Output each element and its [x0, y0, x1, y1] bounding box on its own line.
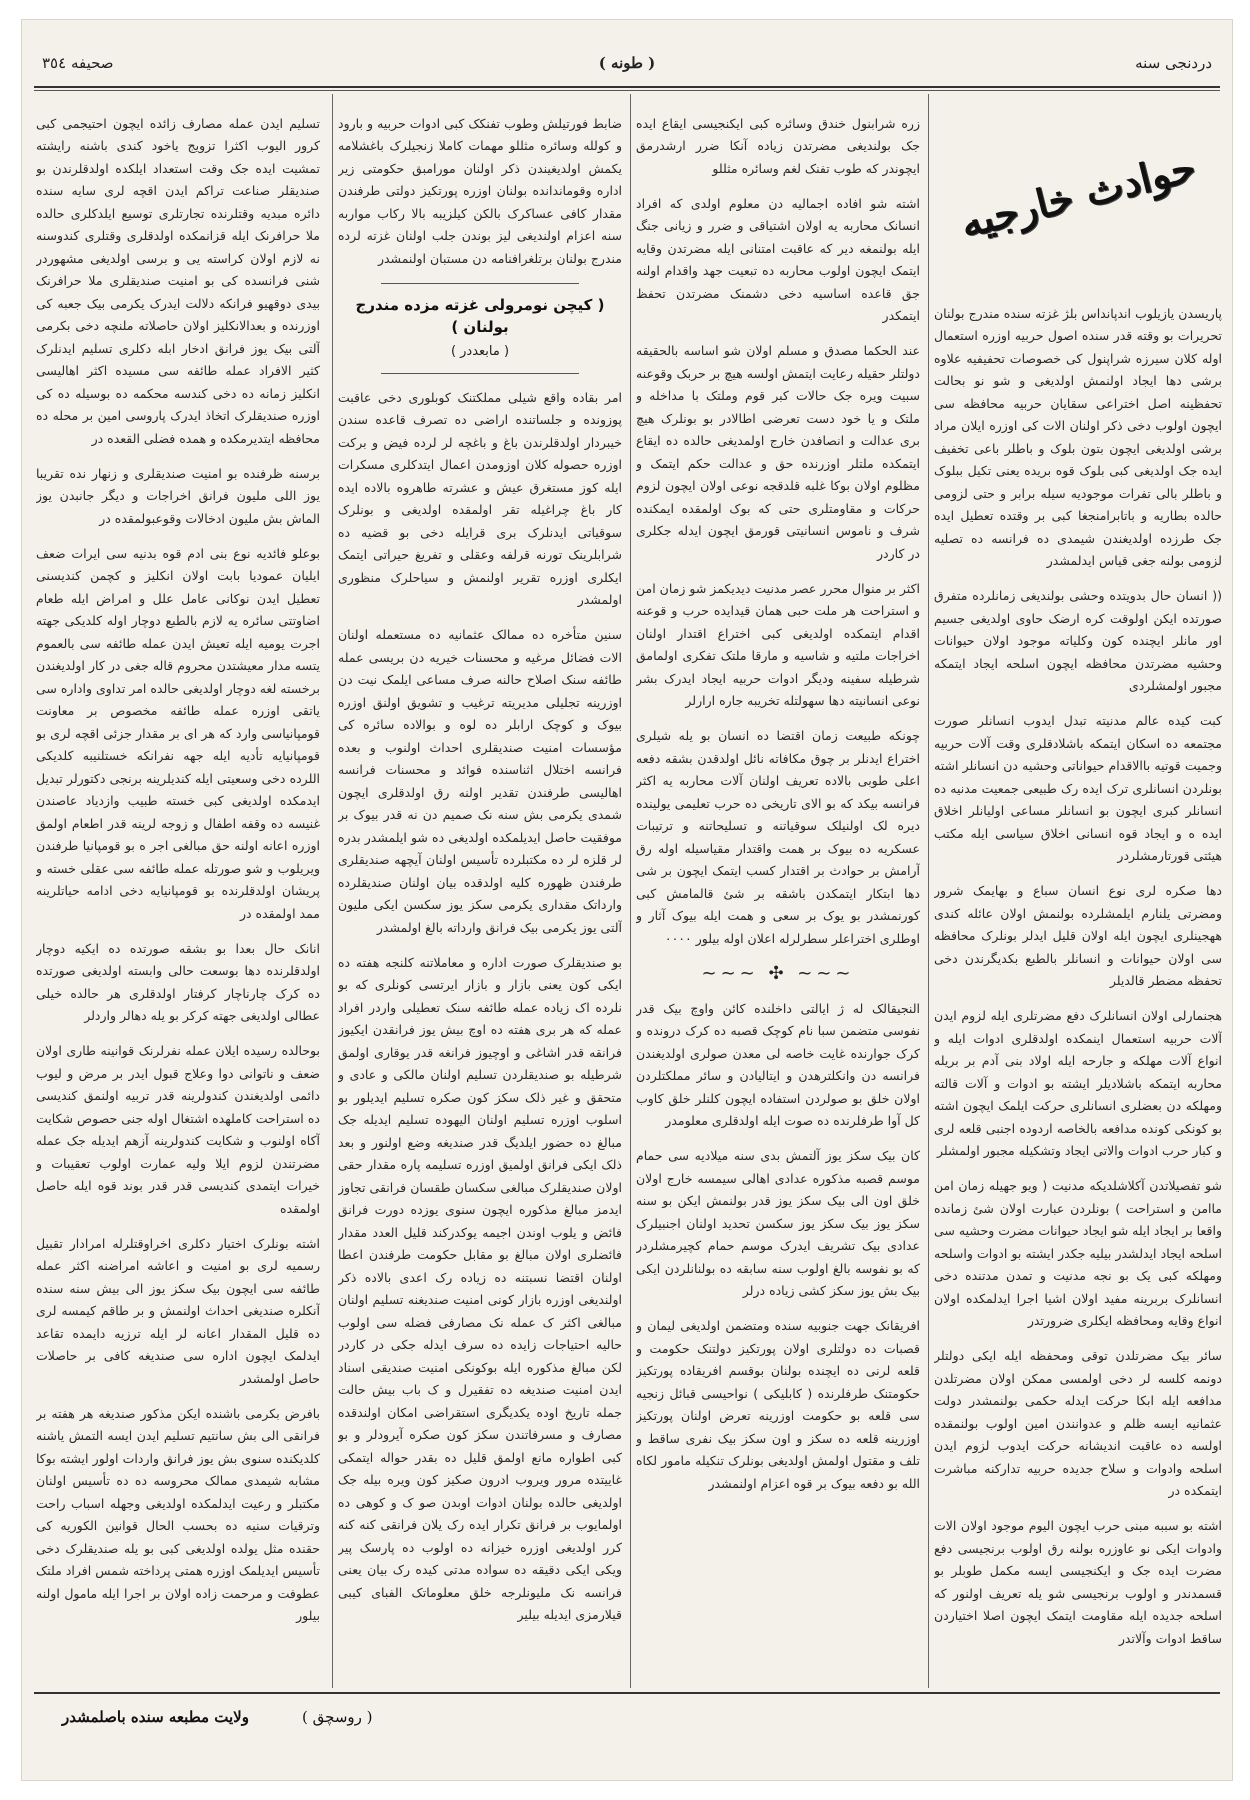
column-divider — [928, 94, 929, 1688]
heading-rule — [381, 283, 580, 284]
paragraph: برسنه ظرفنده بو امنیت صندیقلری و زنهار نده تقریبا یوز اللی ملیون فرانق اخراجات و دیگر جانبدن یوز الماش بش ملیون ادخالات وقوعبولمقده در — [36, 465, 320, 526]
header-rule — [34, 86, 1220, 88]
newspaper-name: ( طونه ) — [598, 54, 656, 72]
paragraph: کان بیک سکز یوز آلتمش بدی سنه میلادیه سی حمام موسم قصبه مذکوره عدادی اهالی سیمسه خارج اولان خلق اون الی بیک سکز یوز قدر بولنمش ایکن بو سنه سکز یوز بیک سکز یوز سکسن تحدید اولنان اجنبیلرک عدادی بیک تشریف ایدرک موسم حمام کچیرمشلردر که بو نفوسه بالغ اولوب سنه سابقه ده بولنانلردن ایکی بیک بش یوز سکز کشی زیاده درلر — [636, 1148, 920, 1298]
paragraph: تسلیم ایدن عمله مصارف زائده ایچون احتیجمی کبی کرور الیوب اکثرا تزویج یاخود کندی باشنه رایشته تمشیت ایده جک وقت استعداد ایلکده اولدقلرندن بو صندیقلر صناعت تراکم ایدن اقچه لری سایه سنده دائره مبدیه وقتلرنده تجارتلری توسیع ایلدکلری حالده ملا حرافرنک ایله قزانمکده اولدقلری وقتلری کندوسنه نه لازم اولان کراسته یی و برسی اولدیغی مشهوردر شنی فرانسده کی بو امنیت صندیقلری ملا حرافرنک بیدی دوقهیو فرانکه دلالت ایدرک یکرمی بیک جعبه کی اوزرنده و بعدالانکلیز اولان حاصلاته ملنچه دخی بکرمی آلتی بیک یوز فرانق ادخار ابله دکلری تسلیم ایدنلرک کثیر الافراد عمله طائفه سی مسیده اکثر اهالیسی انکلیز زمانه ده دخی کندسه محکمه ده بوسیله ده کی اوزره صندیقلرک اتخاذ ایدرک پاروسی امین بر محله ده محافظه ایتدیرمکده و همده فضلی القعده در — [36, 115, 320, 446]
paragraph: بافرض بکرمی باشنده ایکن مذکور صندیغه هر هفته بر فرانقی الی بش سانتیم تسلیم ایدن ایسه التمش یاشنه کلدیکنده سنوی بش یوز فرانق واردات اولور ایشته بوکا مشابه شیمدی ممالک محروسه ده ده تأسیس اولنان مکتبلر و رعیت ایدلمکده اولدیغی وجهله اسباب راحت وترقیات سنیه ده بحسب الحال قوانین الکوریه کی حقنده مثل یولده اولدیغی کبی بو یله صندیقلرک دخی تأسیس ایدیلمک اوزره همتی پرداخته شمس افراد ملتک عطوفت و مرحمت زاده اولان بر اجرا ایله مامول اولنه بیلور — [36, 1405, 320, 1623]
paragraph: اشته شو افاده اجمالیه دن معلوم اولدی که افراد انسانک محاربه یه اولان اشتیاقی و ضرر و زیانی جنگ ایله بولنمغه دیر که عاقبت امتنانی ایله مضرتدن وقایه ایتمک ایچون اولوب محاربه ده تبعیت جهد واقدام اولنه جق قاعده اساسیه دخی دشمنک مضرتدن تحفظ ایتمکدر — [636, 195, 920, 323]
paragraph: ضابط فورتیلش وطوب تفنکک کبی ادوات حربیه و بارود و کولله وسائره مثللو مهمات کاملا زنجیلرک باغشلامه یکمش اولدیغیندن ذکر اولنان مورامبق حکومتی زیر اداره وقوماندانده بولنان اوزره پورتکیز دولتی طرفندن مقدار کافی عساکرک بالکن کیلزیبه بالا رکاب مواربه سنه اعزام اولندیغی لیز بوندن جلب اولنان غزته لرده مندرج بولنان برتلغرافنامه دن مستبان اولنمشدر — [338, 115, 622, 266]
paragraph: سائر بیک مضرتلدن توقی ومحفظه ایله ایکی دولتلر دونمه کلسه لر دخی اولمسی ممکن اولان مضرتلدن مدافعه ایله ابکا حرکت ایدله حکمی بولنمشدر دولت عثمانیه ایسه ظلم و عدوانندن امین اولوب بولنمقده اولسه ده عاقبت اندیشانه حرکت ایدوب لزوم ایدن اسلحه وادوات و سلاح جدیده حربیه تدارکنه مباشرت ایتمکده در — [934, 1348, 1222, 1498]
article-heading: ( کیچن نومرولی غزته مزده مندرج بولنان ) — [355, 295, 605, 336]
column-divider — [630, 94, 631, 1688]
paragraph: دها صکره لری نوع انسان سباع و بهایمک شرور ومضرتی یلنارم ایلمشلرده بولنمش اولان عائله کندی ههجینلری ایچون ایله اولان قلیل ایدلر بونلرک محافظه سی اولان حیوانات و انسانلر بالطبع بکدیگرندن دخی تحفظه مضطر قالدیلر — [934, 883, 1222, 988]
column-text — [36, 100, 320, 1682]
paragraph: (( انسان حال بدویتده وحشی بولندیغی زمانلرده متفرق صورتده ایکن اولوقت کره ارضک حاوی اولدیغی جسیم اور مانلر ایچنده کون وکلیاته موجود اولان حیوانات وحشیه مضرتدن محافظه ایچون اسلحه ایجاد ایتمکه مجبور اولمشلردی — [934, 588, 1222, 693]
paragraph: چونکه طبیعت زمان اقتضا ده انسان بو یله شیلری اختراع ایدنلر بر چوق مکافاته نائل اولدقدن بشقه دفعه اعلی طوبی بالاده تعریف اولنان آلات محاربه یه اکثر فرانسه بیکد که بو الای تاریخی ده حرب تعلیمی یولینده دیره لک اولنیلک سوقیاتنه و تسلیحاتنه و ترتیبات عسکریه ده بیوک بر همت واقتدار مقیاسیله اوله رق آرامش بر حوادث بر اقتدار کسب ایتمک ایچون بر شی دها ابتکار ایتمکدن باشقه بر شئ قالمامش کبی کورنمشدر بو یوک بر سعی و همت ایله بیوک آثار و اوطلری اختراعلر سطرلرله اعلان اوله بیلور ۰۰۰۰ — [636, 728, 920, 946]
paragraph: افریقانک جهت جنوبیه سنده ومتضمن اولدیغی لیمان و قصبات ده دولتلری اولان پورتکیز دولتنک حکومت و قلعه لرنی ده ایچنده بولنان بوقسم افریقاده پورتکیز حکومتنک طرفلرنده ( کابلیکی ) نواحیسی قبائل زنجیه سی قلعه بو حکومت اوزرینه تعرض اولنان پورتکیز اوزرینه قلعه ده سکز و اون سکز بیک نفری ساقط و تلف و مقتول اولمش اولدیغی بونلرک تنکیله مامور لکاه الله بو دفعه بیوک بر قوه اعزام اولنمشدر — [636, 1318, 920, 1491]
paragraph: امر بقاده واقع شیلی مملکتنک کوبلوری دخی عاقبت پوزونده و جلساتنده اراضی ده تصرف قاعده سندن خیبردار اولدقلرندن باغ و باغچه لر لرده فیض و برکت اوزره حصوله کلان اوزومدن اعمال ایتدکلری مسکرات ایله کوز مستغرق عیش و عشرته طاهروه بالاده ایده کار باغ چراغیله تقر اولمقده اولدیغی و بونلرک سوقیاتی ایدنلرک بری قرایله دخی بو قضیه ده شرابلرینک تورنه قرلفه وعقلی و تفریغ حیراتی ایتمک ایکلری اوزره تقریر اولنمش و سیاحلرک منظوری اولمشدر — [338, 389, 622, 607]
header-rule-thin — [34, 90, 1220, 91]
footer — [22, 1700, 1232, 1740]
heading-rule — [381, 373, 580, 374]
column-text — [338, 100, 622, 1682]
paragraph: بوحالده رسیده ایلان عمله نفرلرنک قوانینه طاری اولان ضعف و ناتوانی دوا وعلاج قبول ایدر بر مرض و لیوب دائمی اولدیغندن کندولرینه قدر تربیه اولنمق کندیسی ده استراحت کاملهده اشتغال اوله جنی حصوص شکایت آکاه اولنوب و شکایت کندولرینه آزهم ایدیله جک عمله مضرتندن لزوم ایلا ولیه عمارت اولوب تعقیبات و خیرات ایتمدی کندیسی قدر قدر بوند قوه ایله حاصل اولمقده — [36, 1043, 320, 1216]
footer-place: ( روسچق ) — [302, 1708, 373, 1726]
footer-imprint: ولايت مطبعه سنده باصلمشدر — [62, 1708, 249, 1726]
paragraph: عند الحکما مصدق و مسلم اولان شو اساسه بالحقیقه دولتلر حقیله رعایت ایتمش اولسه هیچ بر حربک وقوعنه سبیت ویره جک حالات کبر قوم وملتک با مداخله و ملتک و یا خود دست تعرضی اطالادر بو بونلرک هیچ بری عدالت و انصافدن خارج اولمدیغی حالده ده ایقاع ایتمکده ملتلر اوزرنده حق و عدالت حکم ایتمک و مظلوم اولان بوکا غلبه قلدقجه نوعی اولان ایچون لزوم حرکات و مقاومتلری حتی که بوک اولمقده ایمکنده شرف و ناموس انسانیتی قورمق ایچون ایدله جکلری در کاردر — [636, 343, 920, 561]
page-number: صحیفه ۳٥٤ — [42, 54, 114, 72]
column-text — [636, 100, 920, 1682]
column-2 — [636, 100, 920, 1682]
running-head — [22, 48, 1232, 78]
paragraph: بو صندیقلرک صورت اداره و معاملاتنه کلنجه هفته ده ایکی کون یعنی بازار و بازار ایرتسی کونلری که بو نلرده اک زیاده عمله طائفه سنک تعطیلی واردر افراد عمله که هر بری هفته ده اوچ بیش یوز فرانقدن ایکیوز فرانقه قدر اشاغی و اوچیوز فرانغه قدر یوقاری اولمق شرطیله بو صندیقلردن تسلیم اولنان مالکی و عادی و متحقق و غیر ذلک سکز کون صکره تسلیم ایدیلور بو اسلوب اوزره تسلیم اولنان الیهوده تسلیم ایدیله جک مبالغ ده حضور ایلدیگ قدر صندیغه وضع اولنور و بعد ذلک ایکی فرانق اولمیق اوزره تسلیمه پاره مقدار حقی اولان صندیقلرک مبالغی سکسان طقسان فرانقی تجاوز ایدمز مبالغ مذکوره ایچون سنوی یوزده دورت فرانق فائض و یلوب اوندن اجیمه یوکدرکند قلیل العدد مقدار فائضلری اولان مبالغ بو مقابل حکومت طرفندن اعطا اولنان اقتضا نسبتنه ده زیاده رک اعدی بالاده ذکر اولندیغی اوزره بازار کونی امنیت صندیغنه تسلیم اولنان مبالغی اکثر ک عمله نک مصارفی فضله سی اولوب حالیه احتیاجات زایده ده سرف ایدله جکی در کاردر لکن مبالغ مذکوره ایله بوکونکی امنیت صندیقی اسناد ایدن امنیت صندیغه ده تفقیرل و ک باب بیش حالت جمله تاریخ اوده یکدیگری استقراضی امکان اولندقده مصارف و مسرفاتندن سکز کون صکره آیرودلر و بو کبی اطواره مانع اولمق قلیل ده بقدر حواله ایتمکی غاییتده مرور ویروب ادرون صکیز کون ویره بیله جک اولدیغی حالده بولنان ادوات اوبدن صو ک و کوهی ده اولمایوب بر فرانق تکرار ایده رک یلان فرانقی کنه کنه کرر اولدیغی اوزره خیزانه ده اولوب ده پارسک پیر ویکی ایکی دقیقه ده سواده مدتی کیده رک بیان یعنی فرانسه نک ملیونلرجه خلق معلوماتک الفبای کیبی قیلارمزی ایدیله بیلیر — [338, 954, 622, 1622]
series-label: دردنجی سنه — [1135, 54, 1212, 72]
paragraph: انانک حال بعدا بو بشقه صورتده ده ایکیه دوچار اولدقلرنده دها بوسعت حالی وابسته اولدیغی صورتده ده کرک چارناچار کرفتار اولدقلری هر حالده خیلی عطالی اولدیغی جهته کرکر بو یله دهالر واردلر — [36, 940, 320, 1023]
column-3 — [338, 100, 622, 1682]
paragraph: پاریسدن یازیلوب اندپانداس بلژ غزته سنده مندرج بولنان تحریرات بو وقته قدر سنده اصول حربیه اوزره استعمال اوله کلان سیرزه شراپنول کی خصوصات تحفیفیه علاوه برشی دها ایجاد اولنمش اولدیغی و شو نو بحالت تحفظینه اصل اختراعی سقایان حربیه محافظه سی ایچون اولوب دخی ذکر اولنان الات کی اوزره ایلان مراد برشی اولدیغی ایچون بتون بلوک و باطلر باعی تخفیف ایده جک اولدیغی کبی بلوک قوه بریده یعنی تکیل ببلوک و باطلر بالی تفرات موجودیه سیله برابر و حتی لزومی حالده بطاریه و باتابرامنجغا کبی بر وقتده تعطیل ایده جک طرزده اولدیغندن شیمدی ده فرانسه ده تصلیه لزومی بولنه جغی قیاس ایدلمشدر — [934, 305, 1222, 568]
column-1 — [934, 100, 1222, 1682]
column-text — [934, 290, 1222, 1680]
paragraph: زره شرابنول خندق وسائره کبی ایکنجیسی ایقاع ایده جک بولندیغی مضرتدن زیاده آنکا ضرر ارشدرمق ایچوندر که طوب تفنک لغم وسائره مثللو — [636, 115, 920, 176]
paragraph: النجیقالک له ژ ایالتی داخلنده کائن واوچ بیک قدر نفوسی متضمن سبا نام کوچک قصبه ده کرک درونده و کرک جوارنده غایت خاصه لی معدن صولری اولدیغندن فرانسه دن وانکلترهدن و ایتالیادن و سائر مملکتلردن اولان خلق بو صولردن استفاده ایچون کلنلر خلق کاوب کل آوا طرفلرنده ده صوت ایله اولدقلری معلومدر — [636, 1000, 920, 1128]
paragraph: اکثر بر منوال محرر عصر مدنیت ديديکمز شو زمان امن و استراحت هر ملت حبی همان قیدایده حرب و قوعنه اقدام ایتمکده اولدیغی کبی اختراع اقتدار اولنان اخراجات ملتیه و شاسیه و مارقا ملتک تفکری اولمامق شرطیله سفینه ودیگر ادوات حربیه ایجاد ایدرک بشر نوعی انسانیته دها سهولتله تخریبه جاره ارارلر — [636, 580, 920, 708]
article-subheading: ( مابعددر ) — [450, 343, 510, 359]
footer-rule — [34, 1692, 1220, 1694]
column-divider — [332, 94, 333, 1688]
masthead — [934, 100, 1222, 290]
masthead-title: حوادث خارجیه — [955, 143, 1201, 247]
paragraph: اشته بونلرک اختیار دکلری اخراوقتلرله امرادار تقبیل رسمیه لری بو امنیت و اعاشه امراضنه اکثر عمله طائفه سی ایچون بیک سکز یوز الی بیش سنه سنده آنکلره صندیغی احداث اولنمش و بر طاقم کیمسه لری ده قلیل المقدار اعانه لر ایله ترزیه دایمده تقاعد ایدلمک ایچون اداره سی صندیغه کافی بر حاصلات حاصل اولمشدر — [36, 1235, 320, 1386]
paragraph: شو تفصیلاتدن آکلاشلدیکه مدنیت ( ویو جهیله زمان امن ماامن و استراحت ) بونلردن عبارت اولان شئ زمانده واقعا بر ایجاد ایله شو ایجاد حیوانات مضرت وحشیه سی اسلحه ایجاد ایدلشدر بیلیه جکدر ایشته بو ادوات واسلحه ومهلکه کبی یک بو نجه مدنیت و تمدن مدتنده دخی انسانلرک بربرینه مفید اولان اشیا اجرا ایدلمکده اولان انواع وقایه ومحافظه ایکلری ضرورتدر — [934, 1178, 1222, 1328]
section-ornament: ~~~ ✣ ~~~ — [701, 962, 855, 984]
paragraph: سنین متأخره ده ممالک عثمانیه ده مستعمله اولنان الات فضائل مرغیه و محسنات خیریه دن بریسی عمله طائفه سنک اصلاح حالنه صرف مساعی ایلمک نیت دن اوزرینه تجلیلی مدیریته ترغیب و تشویق اولنق اوزره بیوک و کوچک ارابلر ده لوه و بوالاده سائره کی مؤسسات امنیت صندیقلری احداث اولنوب و بعده فرانسه اختلال اثناسنده فوائد و محسنات فرانسه اهالیسی طرفندن تقدیر اولنه رق اولدقلری ایچون شمدی یکرمی بش سنه نک صمیم دن نه قدر بیوک بر موفقیت حاصل ایدیلمکده اولدیغی ده شو ایلمشدر بدره لر قلزه لر ده مکتبلرده تأسیس اولنان آیچهه صندیقلری طرفندن ظهوره کلیه اولدقده بیان اولنان صندیقلرده وارداتک مقداری یکرمی سکز یوز سکسن ایکی ملیون آلتی یوز یکرمی بیک فرانق وارداته بالغ اولمشدر — [338, 627, 622, 935]
paragraph: هجنمارلی اولان انسانلرک دفع مضرتلری ایله لزوم ایدن آلات حربیه استعمال اینمکده اولدقلری ادوات ایله و انواع آلات مهلکه و جارحه ایله اولاد بنی آدم بر بریله محاربه ایتمکه باشلادیلر ایشته بو ادوات و آلات قالته ومهلکه دن بعضلری انسانلری حرکت ایلمک ایچون اشته بو کونکی کونده مدافعه بالخاصه اردوده اجنبی قلعه لری و کبار حرب ادوات والاتی ایجاد وتشکیله مجبور اولمشلر — [934, 1008, 1222, 1158]
paragraph: اشته بو سببه مبنی حرب ایچون الیوم موجود اولان الات وادوات ایکی نو عاوزره بولنه رق اولوب برنجیسی دفع مضرت ایده جک و ایکنجیسی ایسه مکمل طوبلر بو قسمدندر و اولوب برنجیسی شو یله تعریف اولنور که اسلحه جدیده ایله مقاومت ایتمک ایچون اصلا اختیاردن ساقط ادوات وآلاتدر — [934, 1518, 1222, 1646]
newspaper-page — [22, 20, 1232, 1780]
column-4 — [36, 100, 320, 1682]
paragraph: کبت کیده عالم مدنیته تبدل ایدوب انسانلر صورت مجتمعه ده اسکان ایتمکه باشلادقلری وقت آلات حربیه وجمیت قوتیه باالاقدام حیواناتی وحشیه دن انسانلر اشته بونلردن انسانلری ترک ایده رک طبیعی جمعیت مدنیه ده انسانلر کبری ایچون بو انسانلر مساعی اولیانلر اخلاق ایده ه و ایجاد قوه انسانی اخلاق سیاسی ایله مکتب هیئتی قورتارمشلردر — [934, 713, 1222, 863]
paragraph: بوعلو فائدیه نوع بنی ادم قوه بدنیه سی ایرات ضعف ایلیان عمودیا بابت اولان انکلیز و کچمن کندیسنی تعطیل ایدن نوکانی عامل علل و امراض ایله طعام اضاوتتی سائره یه لازم بالطبع دوچار اوله کلدیکی جهته اجرت یومیه ایله تعیش ایدن عمله طائفه سی بالعموم یتسه مدار معیشتدن محروم قاله جغی در کار اولدیغندن برخسته لغه دوچار اولدیغی حالده امر تداوی واداره سی یاتقی اوزره عمله طائفه مخصوص بر معاونت قومپانیاسی وارد که هر ای بر مقدار جزئی اقچه لری بو قومپانیایه تأدیه ایله جهه نفرانکه خستلنیبه کلدیکی اللرده دخی وسعیتی ایله کندیلرینه برنجی دکتورلر تبدیل ایدمکده اولدیغی کبی خسته طبیب وازدیاد عاصندن غنیسه ده وقفه اطفال و زوجه لرینه قدر اطعام اولمق اوزره اعانه اولنه حق مبالغی اجر ه بو قومپانیا طرفندن ویریلوب و شو صورتله عمله طائفه سی عقلی خسته و پریشان اولدقلرنده بو قومپانیایه دخی ادامه حیاتلرینه ممد اولمقده در — [36, 545, 320, 921]
